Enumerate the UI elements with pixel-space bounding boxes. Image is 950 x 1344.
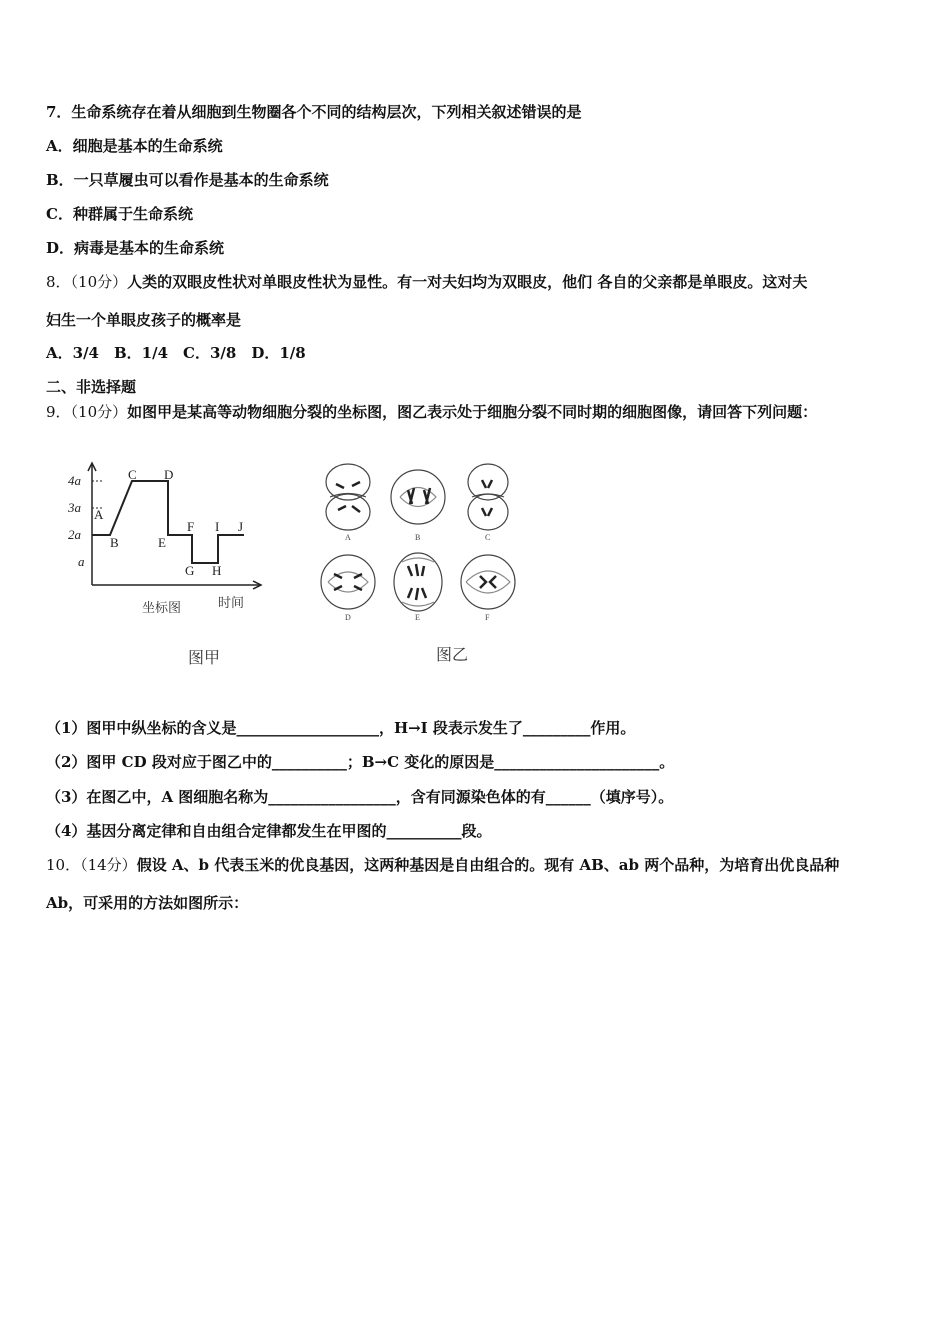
q8-stem-line2: 妇生一个单眼皮孩子的概率是 <box>46 311 242 329</box>
cell-e <box>394 553 442 611</box>
point-h: H <box>212 563 222 578</box>
cell-label-a: A <box>345 533 351 542</box>
q9-sub4: （4）基因分离定律和自由组合定律都发生在甲图的__________段。 <box>46 822 492 840</box>
point-b: B <box>110 535 119 550</box>
y-tick-4a: 4a <box>68 473 81 488</box>
y-tick-a: a <box>78 554 85 569</box>
cell-b <box>391 470 445 524</box>
q9-stem: 如图甲是某高等动物细胞分裂的坐标图，图乙表示处于细胞分裂不同时期的细胞图像，请回答下列问题： <box>127 403 818 421</box>
figure-jia-graph <box>60 455 290 675</box>
q7-stem: 7．生命系统存在着从细胞到生物圈各个不同的结构层次，下列相关叙述错误的是 <box>46 103 582 121</box>
x-axis-label: 时间 <box>218 595 245 610</box>
y-tick-2a: 2a <box>68 527 81 542</box>
dna-content-curve <box>92 481 244 563</box>
point-a: A <box>94 507 104 522</box>
q9-sub2: （2）图甲 CD 段对应于图乙中的__________；B→C 变化的原因是______________________。 <box>46 753 675 771</box>
cell-d <box>321 555 375 609</box>
figure-yi-caption: 图乙 <box>436 647 469 664</box>
q8-line1 <box>46 272 807 292</box>
cell-c <box>468 464 508 530</box>
q10-number: 10．（14分） <box>46 856 137 874</box>
q10-stem-line1: 假设 A、b 代表玉米的优良基因，这两种基因是自由组合的。现有 AB、ab 两个品种，为培育出优良品种 <box>136 856 840 874</box>
q10-stem-line2: Ab，可采用的方法如图所示： <box>46 894 249 912</box>
point-f: F <box>187 519 195 534</box>
q10-line1 <box>46 855 839 875</box>
q8-stem-line1: 人类的双眼皮性状对单眼皮性状为显性。有一对夫妇均为双眼皮，他们 各自的父亲都是单眼皮。这对夫 <box>127 273 808 291</box>
cell-label-f: F <box>485 613 490 622</box>
q9-line <box>46 402 817 422</box>
q7-option-b: B．一只草履虫可以看作是基本的生命系统 <box>46 171 329 189</box>
q9-sub1: （1）图甲中纵坐标的含义是___________________，H→I 段表示发生了_________作用。 <box>46 719 636 737</box>
q7-option-d: D．病毒是基本的生命系统 <box>46 239 225 257</box>
point-e: E <box>158 535 166 550</box>
point-c: C <box>128 467 137 482</box>
cell-label-d: D <box>345 613 351 622</box>
point-i: I <box>215 519 220 534</box>
cell-label-b: B <box>415 533 421 542</box>
y-tick-3a: 3a <box>68 500 81 515</box>
point-j: J <box>238 519 244 534</box>
cell-a <box>326 464 370 530</box>
cell-label-e: E <box>415 613 420 622</box>
q7-option-c: C．种群属于生命系统 <box>46 205 193 223</box>
point-d: D <box>164 467 174 482</box>
q8-options: A．3/4 B．1/4 C．3/8 D．1/8 <box>46 344 306 362</box>
q9-sub3: （3）在图乙中，A 图细胞名称为_________________，含有同源染色体的有______（填序号）。 <box>46 788 674 806</box>
cell-label-c: C <box>485 533 491 542</box>
point-g: G <box>185 563 195 578</box>
cell-f <box>461 555 515 609</box>
figure-yi-cells <box>318 458 528 673</box>
section-heading: 二、非选择题 <box>46 378 137 396</box>
q8-number: 8．（10分） <box>46 273 128 291</box>
figure-jia-caption: 图甲 <box>188 650 221 667</box>
q9-number: 9．（10分） <box>46 403 128 421</box>
q7-option-a: A．细胞是基本的生命系统 <box>46 137 223 155</box>
graph-inner-caption: 坐标图 <box>142 600 182 615</box>
